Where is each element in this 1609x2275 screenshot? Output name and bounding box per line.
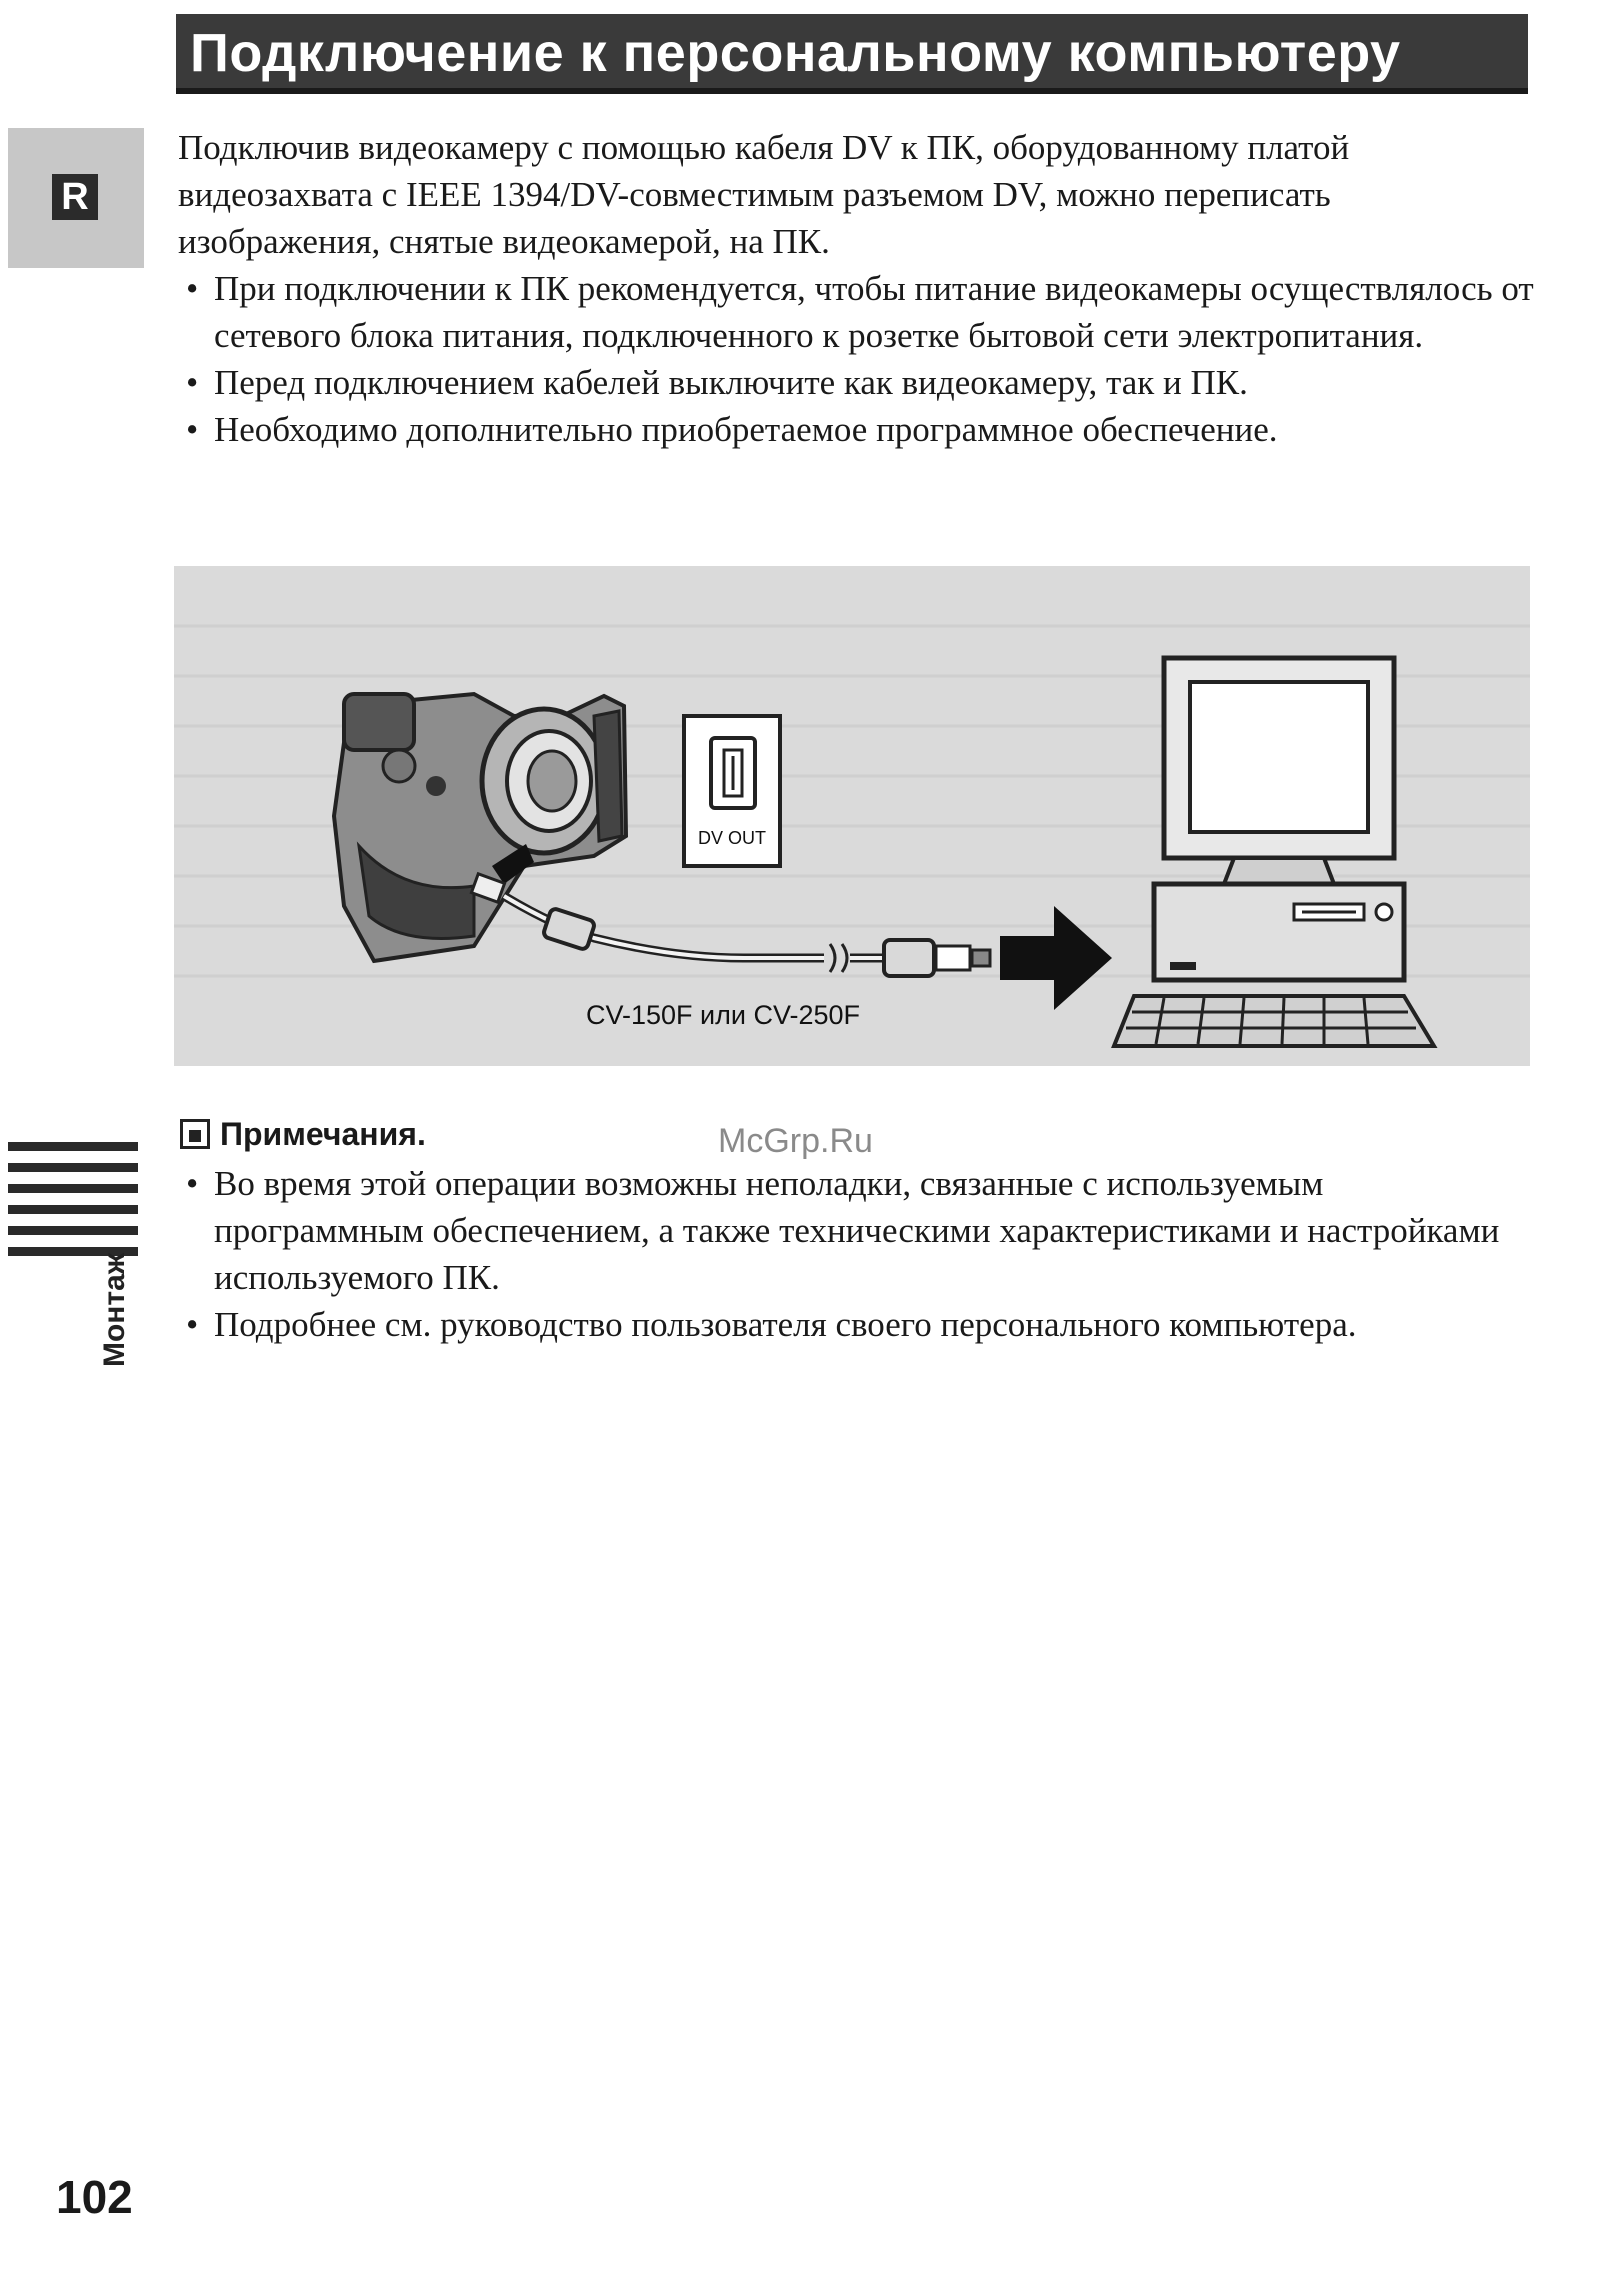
language-tab [8, 128, 144, 268]
section-bar [8, 1163, 138, 1172]
bullet-item [178, 406, 1538, 453]
language-marker: R [52, 174, 98, 220]
arrow-right-icon [1000, 906, 1112, 1010]
title-bar [176, 14, 1528, 94]
notes-heading [180, 1112, 426, 1156]
note-icon [180, 1119, 210, 1149]
note-text: Подробнее см. руководство пользователя своего персонального компьютера. [214, 1305, 1357, 1344]
computer-icon [1114, 658, 1434, 1046]
connection-illustration [174, 566, 1530, 1066]
bullet-dot-icon: • [186, 1164, 199, 1203]
intro-section [178, 124, 1538, 453]
section-bar [8, 1205, 138, 1214]
bullet-item [178, 265, 1538, 359]
bullet-dot-icon: • [186, 1305, 199, 1344]
notes-bullets [178, 1160, 1538, 1348]
page-number: 102 [56, 2171, 133, 2223]
note-item [178, 1301, 1538, 1348]
notes-heading-text: Примечания. [220, 1116, 426, 1152]
watermark: McGrp.Ru [718, 1122, 873, 1160]
dv-out-label: DV OUT [697, 828, 766, 848]
bullet-item [178, 359, 1538, 406]
bullet-text: Необходимо дополнительно приобретаемое программное обеспечение. [214, 410, 1278, 449]
cable-model-label: CV-150F или CV-250F [586, 1000, 861, 1030]
bullet-text: Перед подключением кабелей выключите как видеокамеру, так и ПК. [214, 363, 1248, 402]
intro-bullets [178, 265, 1538, 453]
bullet-dot-icon: • [186, 363, 199, 402]
note-text: Во время этой операции возможны неполадки, связанные с используемым программным обеспечением, а также техническими характеристиками и настройками используемого ПК. [214, 1164, 1500, 1297]
connection-diagram [174, 566, 1530, 1066]
notes-section [178, 1160, 1538, 1348]
bullet-text: При подключении к ПК рекомендуется, чтобы питание видеокамеры осуществлялось от сетевого блока питания, подключенного к розетке бытовой сети электропитания. [214, 269, 1534, 355]
bullet-dot-icon: • [186, 410, 199, 449]
section-label-box [92, 1230, 138, 1390]
section-label: Монтаж [98, 1252, 131, 1368]
intro-paragraph: Подключив видеокамеру с помощью кабеля DV к ПК, оборудованному платой видеозахвата с IEEE 1394/DV-совместимым разъемом DV, можно переписать изображения, снятые видеокамерой, на ПК. [178, 128, 1350, 261]
page-title: Подключение к персональному компьютеру [190, 23, 1401, 83]
section-bar [8, 1142, 138, 1151]
note-item [178, 1160, 1538, 1301]
bullet-dot-icon: • [186, 269, 199, 308]
section-bar [8, 1184, 138, 1193]
